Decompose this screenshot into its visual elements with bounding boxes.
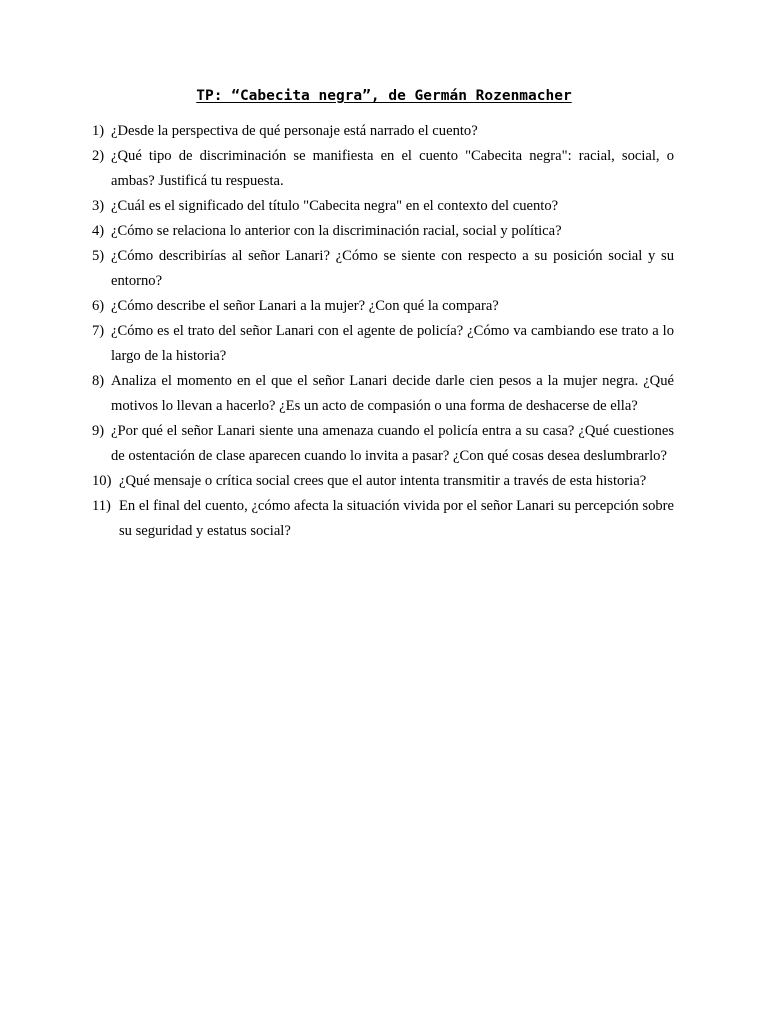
question-text: En el final del cuento, ¿cómo afecta la situación vivida por el señor Lanari su percepción sobre su seguridad y estatus social? (119, 498, 674, 539)
page-title (0, 86, 768, 106)
question-number: 11) (92, 498, 111, 514)
question-item (92, 244, 674, 294)
question-number: 7) (92, 323, 105, 339)
question-text: Analiza el momento en el que el señor Lanari decide darle cien pesos a la mujer negra. ¿Qué motivos lo llevan a hacerlo? ¿Es un acto de compasión o una forma de deshacerse de ella? (111, 373, 674, 414)
title-text: TP: “Cabecita negra”, de Germán Rozenmacher (196, 88, 572, 104)
question-text: ¿Desde la perspectiva de qué personaje está narrado el cuento? (111, 123, 478, 139)
question-number: 3) (92, 198, 105, 214)
question-text: ¿Cómo describirías al señor Lanari? ¿Cómo se siente con respecto a su posición social y su entorno? (111, 248, 674, 289)
question-text: ¿Cuál es el significado del título "Cabecita negra" en el contexto del cuento? (111, 198, 559, 214)
question-item (92, 219, 674, 244)
question-item (92, 319, 674, 369)
question-item (92, 419, 674, 469)
question-item (92, 144, 674, 194)
question-text: ¿Qué mensaje o crítica social crees que el autor intenta transmitir a través de esta historia? (119, 473, 647, 489)
question-item (92, 469, 674, 494)
question-item (92, 194, 674, 219)
question-number: 5) (92, 248, 105, 264)
question-number: 6) (92, 298, 105, 314)
question-number: 9) (92, 423, 105, 439)
question-item (92, 119, 674, 144)
question-text: ¿Por qué el señor Lanari siente una amenaza cuando el policía entra a su casa? ¿Qué cuestiones de ostentación de clase aparecen cuando lo invita a pasar? ¿Con qué cosas desea deslumbrarlo? (111, 423, 674, 464)
question-item (92, 494, 674, 544)
question-number: 1) (92, 123, 105, 139)
question-text: ¿Qué tipo de discriminación se manifiesta en el cuento "Cabecita negra": racial, social, o ambas? Justificá tu respuesta. (111, 148, 674, 189)
question-text: ¿Cómo es el trato del señor Lanari con el agente de policía? ¿Cómo va cambiando ese trato a lo largo de la historia? (111, 323, 674, 364)
question-number: 8) (92, 373, 105, 389)
question-number: 10) (92, 473, 112, 489)
question-number: 2) (92, 148, 105, 164)
question-text: ¿Cómo describe el señor Lanari a la mujer? ¿Con qué la compara? (111, 298, 499, 314)
question-item (92, 369, 674, 419)
question-list (92, 119, 674, 544)
question-text: ¿Cómo se relaciona lo anterior con la discriminación racial, social y política? (111, 223, 562, 239)
question-item (92, 294, 674, 319)
question-number: 4) (92, 223, 105, 239)
